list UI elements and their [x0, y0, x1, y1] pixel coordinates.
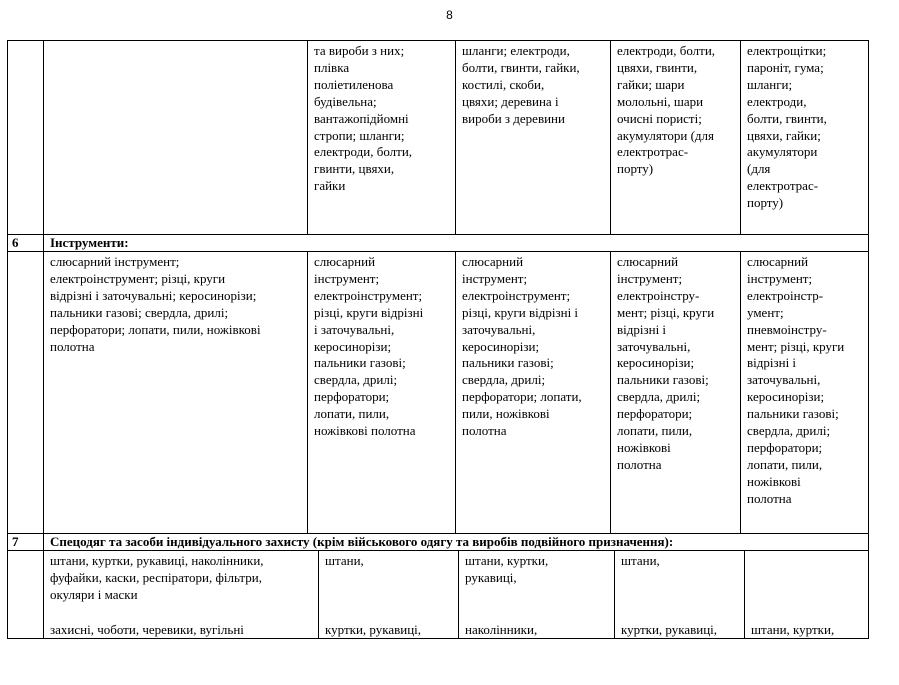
cell-tools-col2: слюсарний інструмент; електроінструмент; різці, круги відрізні і заточувальні; керосинорізи; пальники газові; свердла, дрилі; перфоратори; лопати, пили, ножівкові полотна	[50, 254, 261, 354]
cell-continuation-col5: електроди, болти, цвяхи, гвинти, гайки; шари молольні, шари очисні пористі; акумулятори (для електротрас- порту)	[617, 43, 716, 177]
cell-ppe-col3-top: штани,	[325, 553, 364, 568]
cell-continuation-col4: шланги; електроди, болти, гвинти, гайки, костилі, скоби, цвяхи; деревина і вироби з деревини	[462, 43, 580, 126]
section-title: Спецодяг та засоби індивідуального захисту (крім військового одягу та виробів подвійного призначення):	[50, 534, 674, 549]
section-number: 6	[12, 235, 19, 250]
cell-continuation-col3: та вироби з них; плівка поліетиленова будівельна; вантажопідйомні стропи; шланги; електроди, болти, гвинти, цвяхи, гайки	[314, 43, 413, 194]
cell-tools-col4: слюсарний інструмент; електроінструмент; різці, круги відрізні і заточувальні, керосинорізи; пальники газові; свердла, дрилі; перфоратори; лопати, пили, ножівкові полотна	[462, 254, 582, 439]
cell-ppe-col2-top: штани, куртки, рукавиці, наколінники, фуфайки, каски, респіратори, фільтри, окуляри і маски	[50, 553, 264, 602]
page-number: 8	[446, 8, 453, 22]
cell-tools-col6: слюсарний інструмент; електроінстр- умент; пневмоінстру- мент; різці, круги відрізні і заточувальні, керосинорізи; пальники газові; свердла, дрилі; перфоратори; лопати, пили, ножівкові полотна	[747, 254, 845, 506]
cell-ppe-col2-bottom: захисні, чоботи, черевики, вугільні	[50, 622, 244, 637]
cell-ppe-col4-bottom: наколінники,	[465, 622, 538, 637]
cell-ppe-col6-bottom: штани, куртки,	[751, 622, 835, 637]
section-title: Інструменти:	[50, 235, 129, 250]
cell-ppe-col4-top: штани, куртки, рукавиці,	[465, 553, 549, 585]
cell-continuation-col6: електрощітки; пароніт, гума; шланги; електроди, болти, гвинти, цвяхи, гайки; акумулятори (для електротрас- порту)	[747, 43, 827, 211]
cell-tools-col3: слюсарний інструмент; електроінструмент; різці, круги відрізні і заточувальні, керосинорізи; пальники газові; свердла, дрилі; перфоратори; лопати, пили, ножівкові полотна	[314, 254, 424, 439]
grid-line	[7, 638, 869, 639]
cell-ppe-col3-bottom: куртки, рукавиці,	[325, 622, 422, 637]
cell-ppe-col5-bottom: куртки, рукавиці,	[621, 622, 718, 637]
cell-tools-col5: слюсарний інструмент; електроінстру- мент; різці, круги відрізні і заточувальні, керосинорізи; пальники газові; свердла, дрилі; перфоратори; лопати, пили, ножівкові полотна	[617, 254, 715, 472]
cell-ppe-col5-top: штани,	[621, 553, 660, 568]
section-number: 7	[12, 534, 19, 549]
grid-line	[868, 40, 869, 639]
